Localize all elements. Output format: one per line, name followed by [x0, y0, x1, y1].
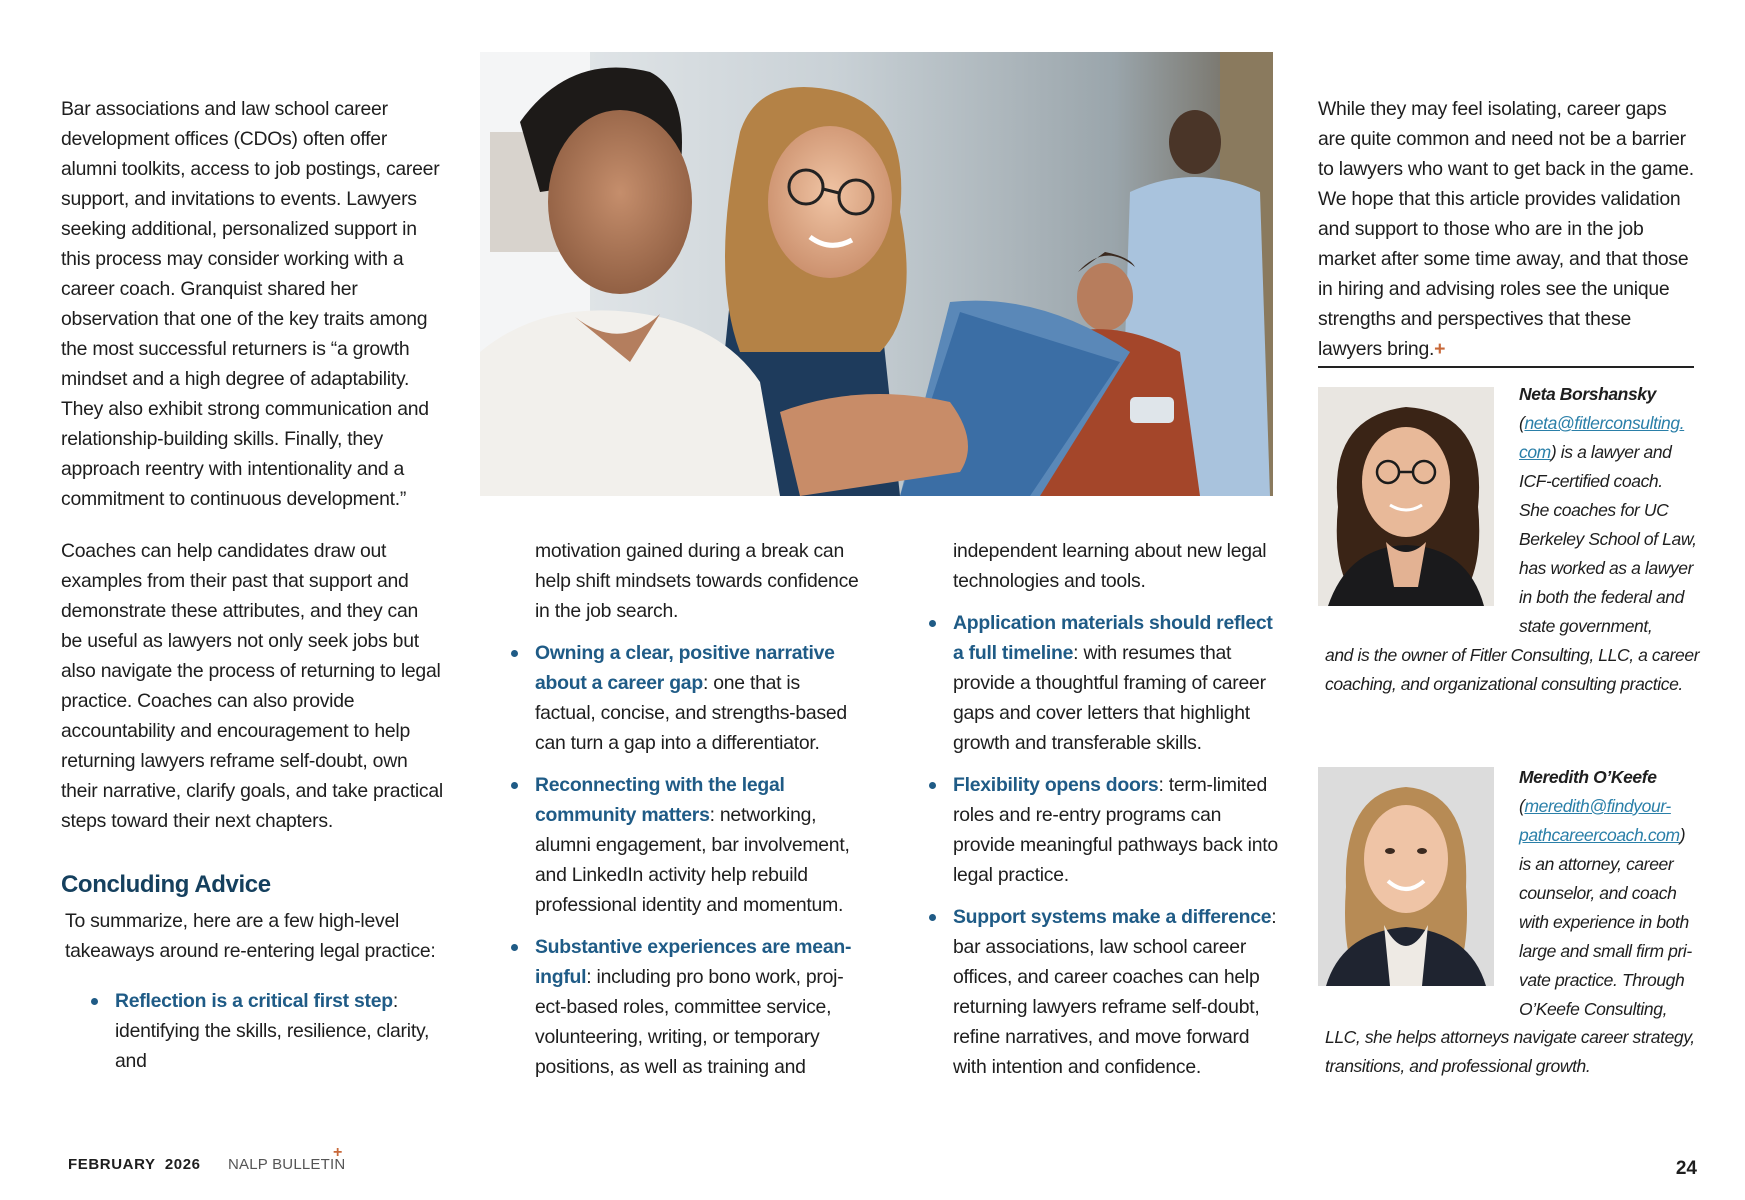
middle-column-1 [535, 536, 865, 1094]
bullet-lead: Flexibility opens doors [953, 774, 1159, 796]
author-email-link-cont[interactable]: com [1519, 442, 1551, 462]
list-item [535, 770, 865, 920]
list-item [115, 986, 443, 1076]
author-name: Neta Borshansky [1519, 384, 1656, 404]
author-email-link[interactable]: neta@fitlerconsulting. [1524, 413, 1685, 433]
takeaways-list [61, 986, 443, 1076]
list-item [953, 608, 1283, 758]
closing-paragraph [1318, 94, 1698, 364]
section-heading: Concluding Advice [61, 871, 271, 898]
bio-line: is an attorney, career [1519, 854, 1674, 874]
publication-plus-icon: + [333, 1144, 343, 1161]
bio-line: O’Keefe Consulting, [1519, 999, 1668, 1019]
bullet-lead: Application materials should reflect a full timeline [953, 612, 1273, 664]
bio-line: has worked as a lawyer [1519, 558, 1694, 578]
takeaways-list [535, 638, 865, 1082]
bullet-text: : one that is factual, concise, and strengths-based can turn a gap into a differentiator. [535, 672, 847, 754]
takeaways-list [953, 608, 1283, 1082]
left-column [61, 94, 443, 1088]
author-bio-okeefe-narrow [1519, 763, 1709, 1024]
bio-line: coaching, and organizational consulting practice. [1325, 674, 1683, 694]
author-bio-borshansky-wide [1325, 641, 1715, 699]
bullet-text: : bar associations, law school career offices, and career coaches can help returning lawyers reframe self-doubt, refine narratives, and move forward with intention and confidence. [953, 906, 1277, 1078]
author-photo-okeefe [1318, 767, 1494, 986]
author-photo-borshansky [1318, 387, 1494, 606]
hero-photo [480, 52, 1273, 496]
bullet-text: : with resumes that provide a thoughtful framing of career gaps and cover letters that highlight growth and transferable skills. [953, 642, 1266, 754]
author-bio-borshansky-narrow [1519, 380, 1709, 641]
bio-line: state government, [1519, 616, 1653, 636]
body-paragraph: To summarize, here are a few high-level takeaways around re-entering legal practice: [65, 910, 436, 962]
list-item [535, 932, 865, 1082]
bio-text: ) [1679, 825, 1686, 845]
list-item [953, 770, 1283, 890]
author-email-link-cont[interactable]: pathcareercoach.com [1519, 825, 1680, 845]
issue-date: FEBRUARY 2026 [68, 1156, 201, 1173]
bio-text: ) is a lawyer and [1550, 442, 1672, 462]
bullet-text: : including pro bono work, project-based roles, committee service, volunteering, writing, or temporary positions, as well as training and [535, 966, 844, 1078]
bio-line: Berkeley School of Law, [1519, 529, 1697, 549]
bullet-lead: Reflection is a critical first step [115, 990, 393, 1012]
bio-line: vate practice. Through [1519, 970, 1685, 990]
list-item [953, 902, 1283, 1082]
body-paragraph: independent learning about new legal technologies and tools. [953, 540, 1267, 592]
body-paragraph: motivation gained during a break can help shift mindsets towards confidence in the job search. [535, 540, 859, 622]
bio-line: large and small firm pri- [1519, 941, 1692, 961]
office-people-photo [480, 52, 1273, 496]
bullet-text: : networking, alumni engagement, bar involvement, and LinkedIn activity help rebuild professional identity and momentum. [535, 804, 850, 916]
bullet-lead: Support systems make a difference [953, 906, 1272, 928]
bio-line: LLC, she helps attorneys navigate career strategy, [1325, 1027, 1695, 1047]
bio-line: She coaches for UC [1519, 500, 1669, 520]
portrait-image [1318, 387, 1494, 606]
publication-name: NALP BULLETIN [228, 1156, 346, 1173]
right-column [1318, 94, 1698, 364]
bio-line: in both the federal and [1519, 587, 1684, 607]
end-mark-plus-icon: + [1434, 338, 1446, 360]
middle-column-2 [953, 536, 1283, 1094]
bio-line: transitions, and professional growth. [1325, 1056, 1591, 1076]
author-bio-okeefe-wide [1325, 1023, 1715, 1081]
closing-text: While they may feel isolating, career gaps are quite common and need not be a barrier to lawyers who want to get back in the game. We hope that this article provides validation and support to those who are in the job market after some time away, and that those in hiring and advising roles see the unique strengths and perspectives that these lawyers bring. [1318, 98, 1694, 360]
list-item [535, 638, 865, 758]
bio-line: and is the owner of Fitler Consulting, LLC, a career [1325, 645, 1700, 665]
bullet-lead: Substantive experiences are meaningful [535, 936, 852, 988]
bullet-text: : identifying the skills, resilience, clarity, and [115, 990, 430, 1072]
author-name: Meredith O’Keefe [1519, 767, 1657, 787]
body-paragraph: Bar associations and law school career development offices (CDOs) often offer alumni toolkits, access to job postings, career support, and invitations to events. Lawyers seeking additional, personalized support in this process may consider working with a career coach. Granquist shared her observation that one of the key traits among the most successful returners is “a growth mindset and a high degree of adaptability. They also exhibit strong communication and relationship-building skills. Finally, they approach reentry with intentionality and a commitment to continuous development.” [61, 98, 440, 510]
bio-line: ICF-certified coach. [1519, 471, 1663, 491]
bio-line: with experience in both [1519, 912, 1689, 932]
bullet-lead: Reconnecting with the legal community matters [535, 774, 785, 826]
bullet-lead: Owning a clear, positive narrative about a career gap [535, 642, 835, 694]
body-paragraph: Coaches can help candidates draw out examples from their past that support and demonstrate these attributes, and they can be useful as lawyers not only seek jobs but also navigate the process of returning to legal practice. Coaches can also provide accountability and encouragement to help returning lawyers reframe self-doubt, own their narrative, clarify goals, and take practical steps toward their next chapters. [61, 540, 443, 832]
divider [1318, 366, 1694, 368]
page-number: 24 [1675, 1158, 1697, 1179]
bullet-text: : term-limited roles and re-entry programs can provide meaningful pathways back into legal practice. [953, 774, 1278, 886]
paren: ( [1519, 796, 1525, 816]
bio-line: counselor, and coach [1519, 883, 1677, 903]
author-email-link[interactable]: meredith@findyour- [1524, 796, 1671, 816]
portrait-image [1318, 767, 1494, 986]
paren: ( [1519, 413, 1525, 433]
